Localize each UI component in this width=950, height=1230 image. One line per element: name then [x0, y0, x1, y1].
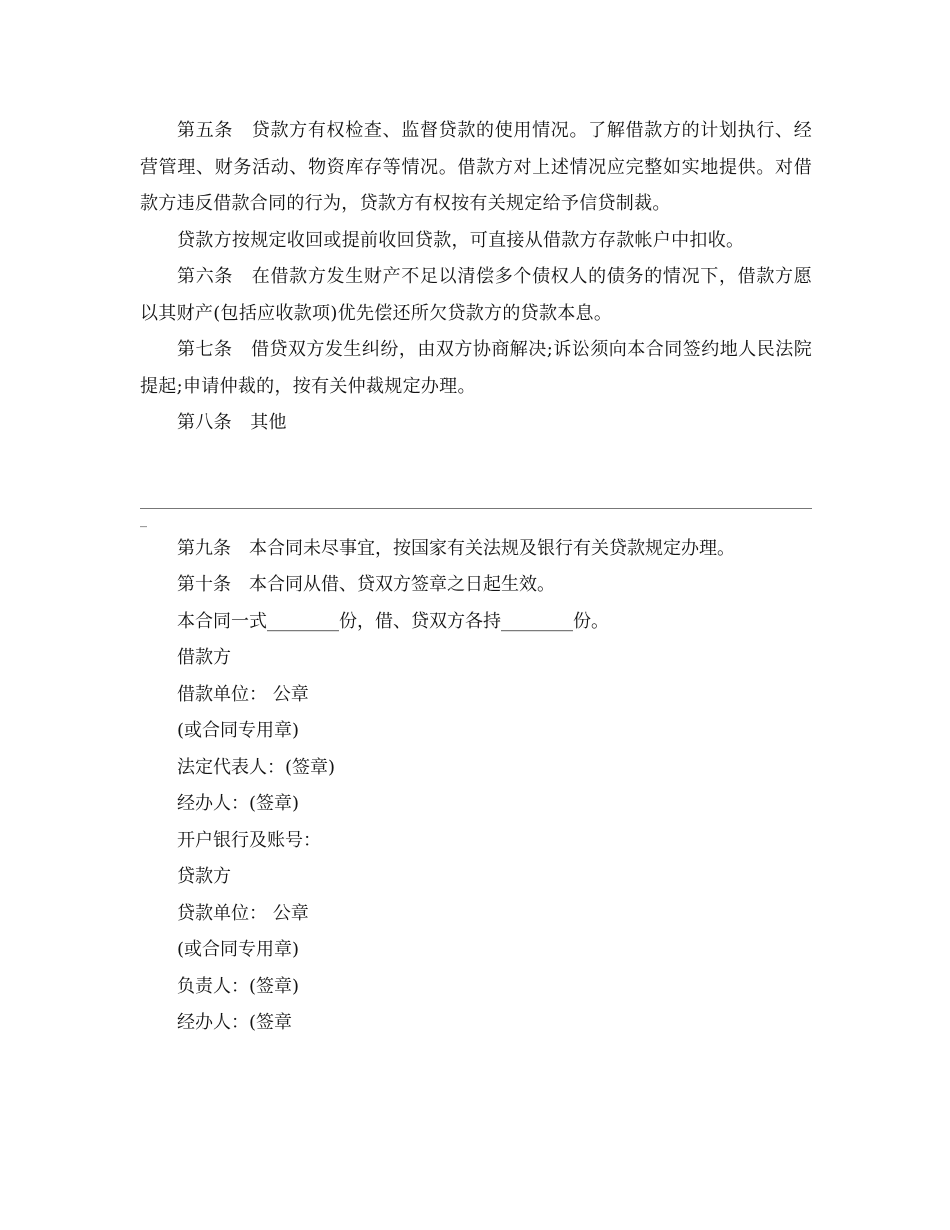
lender-seal-note: (或合同专用章) [177, 939, 300, 960]
lender-responsible: 负责人：(签章) [177, 975, 300, 997]
article-8-paragraph: 第八条 其他 [177, 412, 287, 433]
document-page [140, 113, 812, 1042]
borrower-legal-rep: 法定代表人：(签章) [177, 756, 336, 778]
copies-text-3: 份。 [573, 610, 609, 632]
article-10-line: 第十条 本合同从借、贷双方签章之日起生效。 [177, 574, 555, 595]
borrower-heading: 借款方 [177, 647, 231, 668]
lender-unit: 贷款单位： 公章 [177, 902, 309, 924]
copies-blank-2: ________ [501, 610, 573, 632]
lender-handler: 经办人：(签章 [177, 1012, 293, 1033]
lender-heading: 贷款方 [177, 866, 231, 887]
copies-text-1: 本合同一式 [177, 610, 267, 632]
copies-text-2: 份，借、贷双方各持 [339, 610, 501, 632]
borrower-seal-note: (或合同专用章) [177, 720, 300, 741]
article-5-paragraph: 第五条 贷款方有权检查、监督贷款的使用情况。了解借款方的计划执行、经营管理、财务活动、物资库存等情况。借款方对上述情况应完整如实地提供。对借款方违反借款合同的行为，贷款方有权按有关规定给予信贷制裁。 [140, 120, 812, 214]
borrower-bank-account: 开户银行及账号： [177, 829, 321, 851]
blank-space [140, 442, 812, 490]
copies-line [140, 604, 812, 641]
article-9-line: 第九条 本合同未尽事宜，按国家有关法规及银行有关贷款规定办理。 [177, 537, 735, 559]
rule-tail-mark: _ [140, 511, 147, 528]
copies-blank-1: ________ [267, 610, 339, 632]
loan-recovery-paragraph: 贷款方按规定收回或提前收回贷款，可直接从借款方存款帐户中扣收。 [177, 229, 745, 251]
borrower-unit: 借款单位： 公章 [177, 683, 309, 705]
article-6-paragraph: 第六条 在借款方发生财产不足以清偿多个债权人的债务的情况下，借款方愿以其财产(包括应收款项)优先偿还所欠贷款方的贷款本息。 [140, 266, 812, 324]
borrower-handler: 经办人：(签章) [177, 793, 300, 814]
article-7-paragraph: 第七条 借贷双方发生纠纷，由双方协商解决;诉讼须向本合同签约地人民法院提起;申请仲裁的，按有关仲裁规定办理。 [140, 339, 812, 397]
